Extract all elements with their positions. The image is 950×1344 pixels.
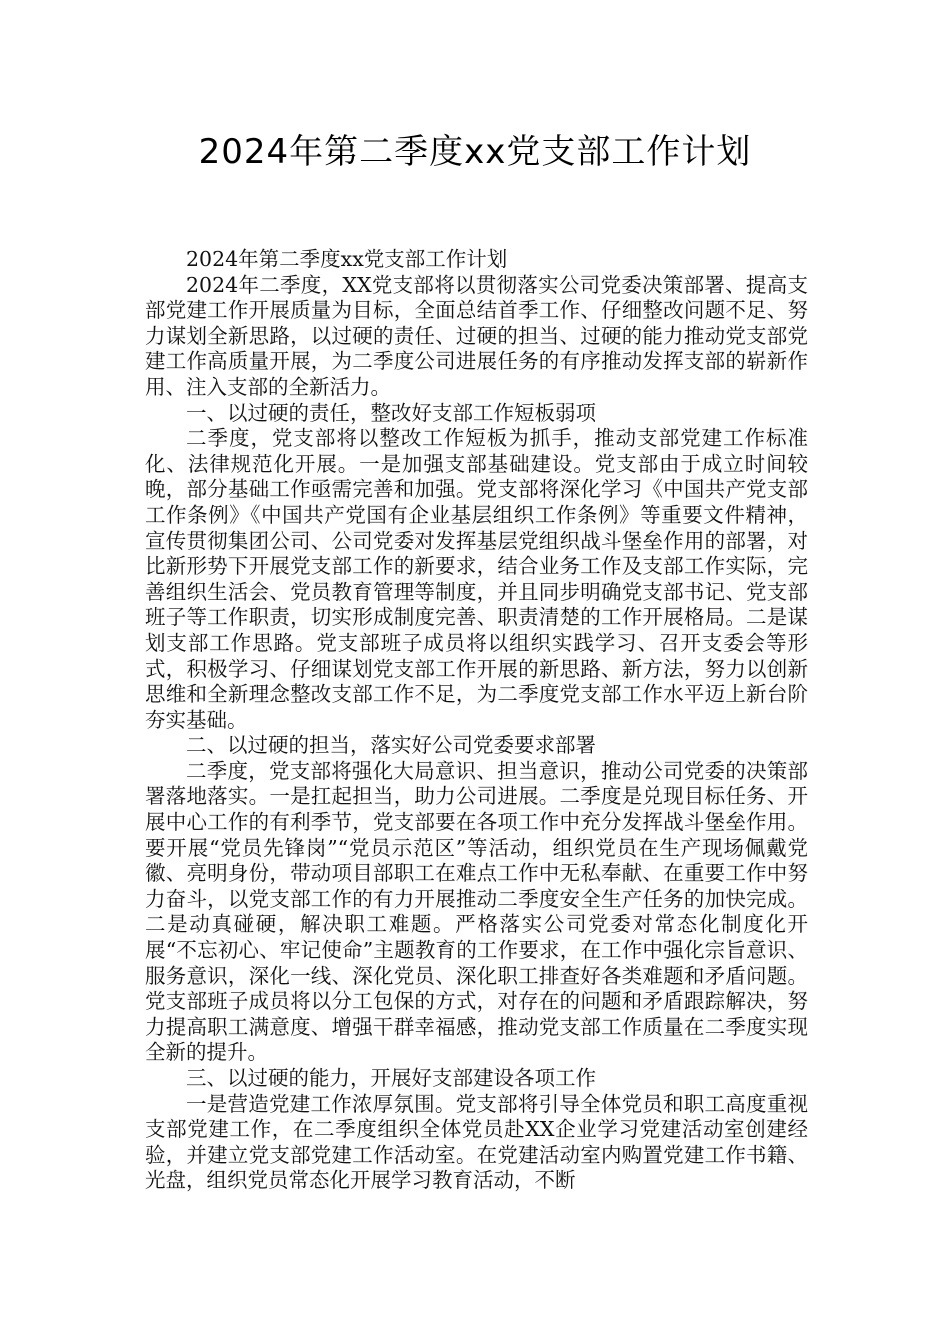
section-heading-3: 三、以过硬的能力，开展好支部建设各项工作 <box>186 1066 596 1090</box>
document-body <box>145 247 808 1194</box>
intro-paragraph: 2024年二季度，XX党支部将以贯彻落实公司党委决策部署、提高支部党建工作开展质量为目标，全面总结首季工作、仔细整改问题不足、努力谋划全新思路，以过硬的责任、过硬的担当、过硬的能力推动党支部党建工作高质量开展，为二季度公司进展任务的有序推动发挥支部的崭新作用、注入支部的全新活力。 <box>145 272 808 399</box>
section-heading-2: 二、以过硬的担当，落实好公司党委要求部署 <box>186 733 596 758</box>
body-heading-repeat: 2024年第二季度xx党支部工作计划 <box>186 247 508 271</box>
section-paragraph-1: 二季度，党支部将以整改工作短板为抓手，推动支部党建工作标准化、法律规范化开展。一是加强支部基础建设。党支部由于成立时间较晚，部分基础工作亟需完善和加强。党支部将深化学习《中国共产党支部工作条例》《中国共产党国有企业基层组织工作条例》等重要文件精神，宣传贯彻集团公司、公司党委对发挥基层党组织战斗堡垒作用的部署，对比新形势下开展党支部工作的新要求，结合业务工作及支部工作实际，完善组织生活会、党员教育管理等制度，并且同步明确党支部书记、党支部班子等工作职责，切实形成制度完善、职责清楚的工作开展格局。二是谋划支部工作思路。党支部班子成员将以组织实践学习、召开支委会等形式，积极学习、仔细谋划党支部工作开展的新思路、新方法，努力以创新思维和全新理念整改支部工作不足，为二季度党支部工作水平迈上新台阶夯实基础。 <box>145 426 808 732</box>
section-paragraph-3: 一是营造党建工作浓厚氛围。党支部将引导全体党员和职工高度重视支部党建工作，在二季度组织全体党员赴XX企业学习党建活动室创建经验，并建立党支部党建工作活动室。在党建活动室内购置党建工作书籍、光盘，组织党员常态化开展学习教育活动，不断 <box>145 1091 808 1193</box>
document-title: 2024年第二季度xx党支部工作计划 <box>198 132 752 172</box>
section-heading-1: 一、以过硬的责任，整改好支部工作短板弱项 <box>186 400 596 425</box>
section-paragraph-2: 二季度，党支部将强化大局意识、担当意识，推动公司党委的决策部署落地落实。一是扛起担当，助力公司进展。二季度是兑现目标任务、开展中心工作的有利季节，党支部要在各项工作中充分发挥战斗堡垒作用。要开展“党员先锋岗”“党员示范区”等活动，组织党员在生产现场佩戴党徽、亮明身份，带动项目部职工在难点工作中无私奉献、在重要工作中努力奋斗，以党支部工作的有力开展推动二季度安全生产任务的加快完成。二是动真碰硬，解决职工难题。严格落实公司党委对常态化制度化开展“不忘初心、牢记使命”主题教育的工作要求，在工作中强化宗旨意识、服务意识，深化一线、深化党员、深化职工排查好各类难题和矛盾问题。党支部班子成员将以分工包保的方式，对存在的问题和矛盾跟踪解决，努力提高职工满意度、增强干群幸福感，推动党支部工作质量在二季度实现全新的提升。 <box>145 758 808 1065</box>
